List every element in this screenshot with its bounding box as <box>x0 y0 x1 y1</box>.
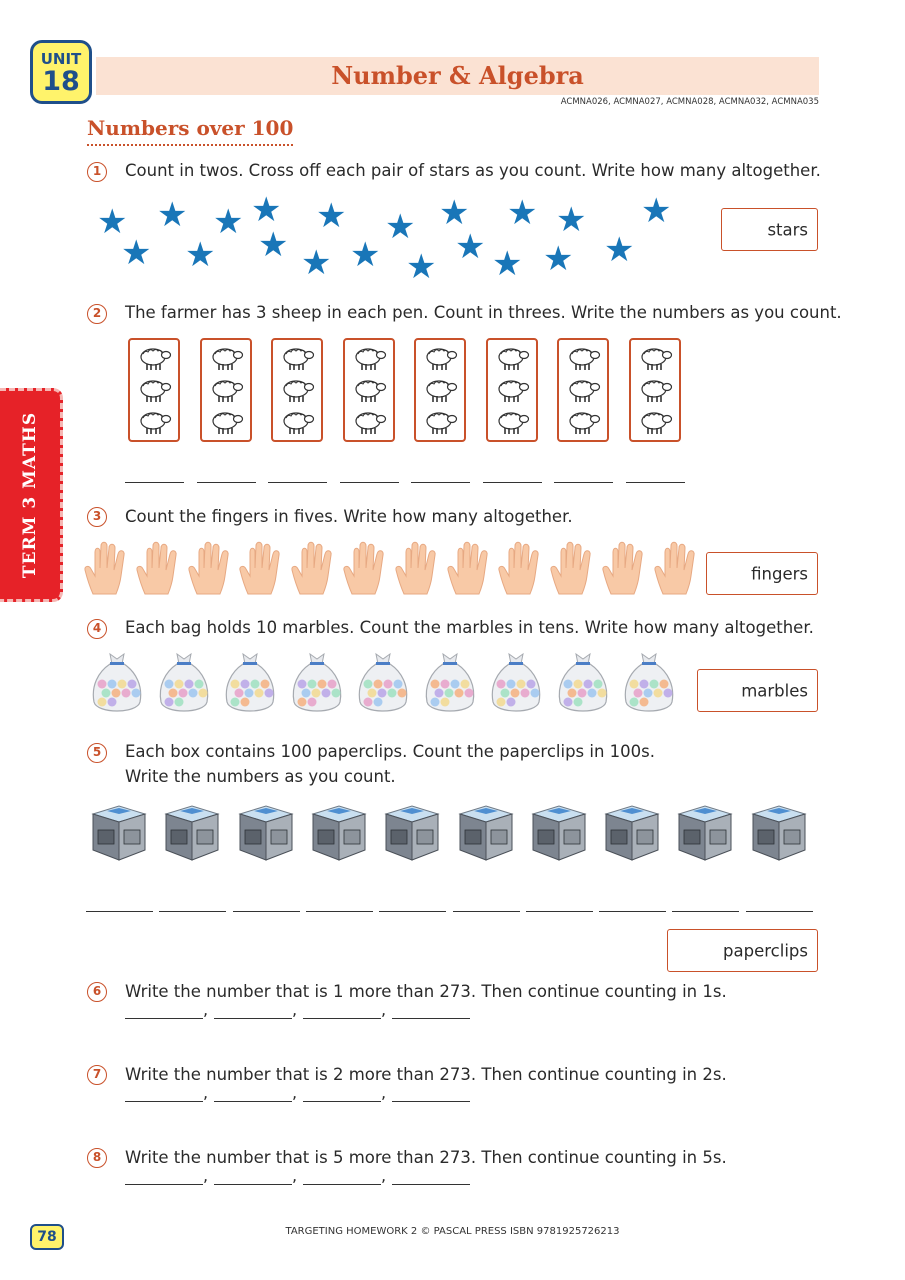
answer-line[interactable] <box>411 482 470 483</box>
star-icon[interactable]: ★ <box>97 202 128 242</box>
paperclips-answer-box[interactable] <box>667 929 818 972</box>
answer-line[interactable] <box>268 482 327 483</box>
sheep-pen <box>629 338 681 442</box>
sheep-icon <box>353 345 387 373</box>
paperclip-box-icon <box>529 800 589 864</box>
answer-line[interactable] <box>159 911 226 912</box>
answer-blank[interactable] <box>303 1005 381 1019</box>
unit-badge <box>30 40 92 104</box>
question-number-3: 3 <box>87 507 107 527</box>
paperclip-box-icon <box>749 800 809 864</box>
answer-blank[interactable] <box>214 1005 292 1019</box>
paperclip-box-icon <box>382 800 442 864</box>
star-icon[interactable]: ★ <box>556 200 587 240</box>
star-icon[interactable]: ★ <box>350 235 381 275</box>
hand-icon <box>288 540 338 596</box>
star-icon[interactable]: ★ <box>251 190 282 230</box>
question-1-text: Count in twos. Cross off each pair of stars as you count. Write how many altogether. <box>125 161 821 180</box>
sheep-icon <box>567 377 601 405</box>
paperclip-box-icon <box>236 800 296 864</box>
question-8-text: Write the number that is 5 more than 273. Then continue counting in 5s. <box>125 1148 727 1167</box>
star-icon[interactable]: ★ <box>185 235 216 275</box>
sheep-icon <box>567 345 601 373</box>
answer-blank[interactable] <box>125 1005 203 1019</box>
paperclip-box-icon <box>602 800 662 864</box>
question-4-text: Each bag holds 10 marbles. Count the marbles in tens. Write how many altogether. <box>125 618 814 637</box>
sheep-pen <box>343 338 395 442</box>
term-side-tab <box>0 388 63 602</box>
paperclip-box-icon <box>456 800 516 864</box>
question-number-8: 8 <box>87 1148 107 1168</box>
answer-blank[interactable] <box>392 1088 470 1102</box>
marble-bag-icon <box>421 650 479 718</box>
answer-line[interactable] <box>340 482 399 483</box>
sheep-icon <box>210 377 244 405</box>
star-icon[interactable]: ★ <box>316 196 347 236</box>
star-icon[interactable]: ★ <box>439 193 470 233</box>
star-icon[interactable]: ★ <box>121 233 152 273</box>
sheep-icon <box>567 409 601 437</box>
sheep-icon <box>210 409 244 437</box>
answer-blank[interactable] <box>392 1005 470 1019</box>
curriculum-codes: ACMNA026, ACMNA027, ACMNA028, ACMNA032, ACMNA035 <box>560 97 819 107</box>
answer-blank[interactable] <box>303 1088 381 1102</box>
question-6-answer-row: , , , <box>125 1000 470 1019</box>
answer-line[interactable] <box>233 911 300 912</box>
question-5-text-line2: Write the numbers as you count. <box>125 767 396 786</box>
question-8-answer-row: , , , <box>125 1166 470 1185</box>
sheep-icon <box>281 377 315 405</box>
star-icon[interactable]: ★ <box>604 230 635 270</box>
star-icon[interactable]: ★ <box>258 225 289 265</box>
question-number-7: 7 <box>87 1065 107 1085</box>
answer-line[interactable] <box>672 911 739 912</box>
marble-bag-icon <box>487 650 545 718</box>
sheep-icon <box>138 377 172 405</box>
unit-label: UNIT <box>40 50 82 68</box>
marbles-answer-box[interactable] <box>697 669 818 712</box>
sheep-icon <box>496 409 530 437</box>
answer-line[interactable] <box>379 911 446 912</box>
question-7-text: Write the number that is 2 more than 273. Then continue counting in 2s. <box>125 1065 727 1084</box>
sheep-pen <box>200 338 252 442</box>
paperclip-box-icon <box>309 800 369 864</box>
star-icon[interactable]: ★ <box>301 243 332 283</box>
sheep-icon <box>210 345 244 373</box>
marble-bag-icon <box>288 650 346 718</box>
sheep-icon <box>138 345 172 373</box>
section-title: Numbers over 100 <box>87 116 293 146</box>
page-number: 78 <box>30 1224 64 1250</box>
answer-blank[interactable] <box>214 1171 292 1185</box>
marble-bag-icon <box>620 650 678 718</box>
star-icon[interactable]: ★ <box>157 195 188 235</box>
answer-line[interactable] <box>599 911 666 912</box>
stars-answer-box[interactable] <box>721 208 818 251</box>
answer-line[interactable] <box>86 911 153 912</box>
sheep-icon <box>353 377 387 405</box>
answer-line[interactable] <box>746 911 813 912</box>
question-5-text-line1: Each box contains 100 paperclips. Count the paperclips in 100s. <box>125 742 656 761</box>
question-number-2: 2 <box>87 304 107 324</box>
sheep-pen <box>557 338 609 442</box>
footer-credit: TARGETING HOMEWORK 2 © PASCAL PRESS ISBN 9781925726213 <box>285 1226 620 1237</box>
sheep-icon <box>353 409 387 437</box>
hand-icon <box>392 540 442 596</box>
hand-icon <box>599 540 649 596</box>
fingers-answer-unit: fingers <box>751 564 808 583</box>
answer-blank[interactable] <box>125 1088 203 1102</box>
question-number-5: 5 <box>87 743 107 763</box>
fingers-answer-box[interactable] <box>706 552 818 595</box>
hand-icon <box>133 540 183 596</box>
sheep-pen <box>271 338 323 442</box>
answer-line[interactable] <box>483 482 542 483</box>
answer-blank[interactable] <box>214 1088 292 1102</box>
sheep-icon <box>138 409 172 437</box>
marble-bag-icon <box>221 650 279 718</box>
marble-bag-icon <box>155 650 213 718</box>
question-6-text: Write the number that is 1 more than 273. Then continue counting in 1s. <box>125 982 727 1001</box>
star-icon[interactable]: ★ <box>492 244 523 284</box>
answer-line[interactable] <box>306 911 373 912</box>
paperclip-box-icon <box>162 800 222 864</box>
sheep-pen <box>414 338 466 442</box>
sheep-icon <box>639 345 673 373</box>
answer-line[interactable] <box>453 911 520 912</box>
paperclip-box-icon <box>675 800 735 864</box>
answer-line[interactable] <box>197 482 256 483</box>
answer-blank[interactable] <box>125 1171 203 1185</box>
question-number-6: 6 <box>87 982 107 1002</box>
sheep-icon <box>424 377 458 405</box>
marbles-answer-unit: marbles <box>741 681 808 700</box>
star-icon[interactable]: ★ <box>385 207 416 247</box>
sheep-icon <box>281 409 315 437</box>
question-3-text: Count the fingers in fives. Write how many altogether. <box>125 507 573 526</box>
hand-icon <box>444 540 494 596</box>
sheep-icon <box>496 377 530 405</box>
hand-icon <box>81 540 131 596</box>
marble-bag-icon <box>554 650 612 718</box>
hand-icon <box>495 540 545 596</box>
unit-number: 18 <box>42 66 80 97</box>
answer-line[interactable] <box>554 482 613 483</box>
question-2-text: The farmer has 3 sheep in each pen. Count in threes. Write the numbers as you count. <box>125 303 842 322</box>
answer-line[interactable] <box>626 482 685 483</box>
sheep-pen <box>486 338 538 442</box>
paperclip-box-icon <box>89 800 149 864</box>
sheep-icon <box>424 345 458 373</box>
star-icon[interactable]: ★ <box>213 202 244 242</box>
hand-icon <box>340 540 390 596</box>
sheep-icon <box>424 409 458 437</box>
marble-bag-icon <box>354 650 412 718</box>
paperclips-answer-unit: paperclips <box>723 941 808 960</box>
sheep-icon <box>496 345 530 373</box>
page-title: Number & Algebra <box>331 61 584 90</box>
answer-blank[interactable] <box>392 1171 470 1185</box>
title-bar <box>96 57 819 95</box>
marble-bag-icon <box>88 650 146 718</box>
hand-icon <box>651 540 701 596</box>
hand-icon <box>185 540 235 596</box>
sheep-pen <box>128 338 180 442</box>
answer-blank[interactable] <box>303 1171 381 1185</box>
question-number-1: 1 <box>87 162 107 182</box>
question-number-4: 4 <box>87 619 107 639</box>
hand-icon <box>547 540 597 596</box>
answer-line[interactable] <box>125 482 184 483</box>
answer-line[interactable] <box>526 911 593 912</box>
question-7-answer-row: , , , <box>125 1083 470 1102</box>
stars-answer-unit: stars <box>767 220 808 239</box>
sheep-icon <box>639 409 673 437</box>
hand-icon <box>236 540 286 596</box>
star-icon[interactable]: ★ <box>641 191 672 231</box>
star-icon[interactable]: ★ <box>543 239 574 279</box>
sheep-icon <box>639 377 673 405</box>
term-side-tab-label: TERM 3 MATHS <box>20 411 40 579</box>
star-icon[interactable]: ★ <box>406 247 437 287</box>
star-icon[interactable]: ★ <box>507 193 538 233</box>
star-icon[interactable]: ★ <box>455 227 486 267</box>
sheep-icon <box>281 345 315 373</box>
